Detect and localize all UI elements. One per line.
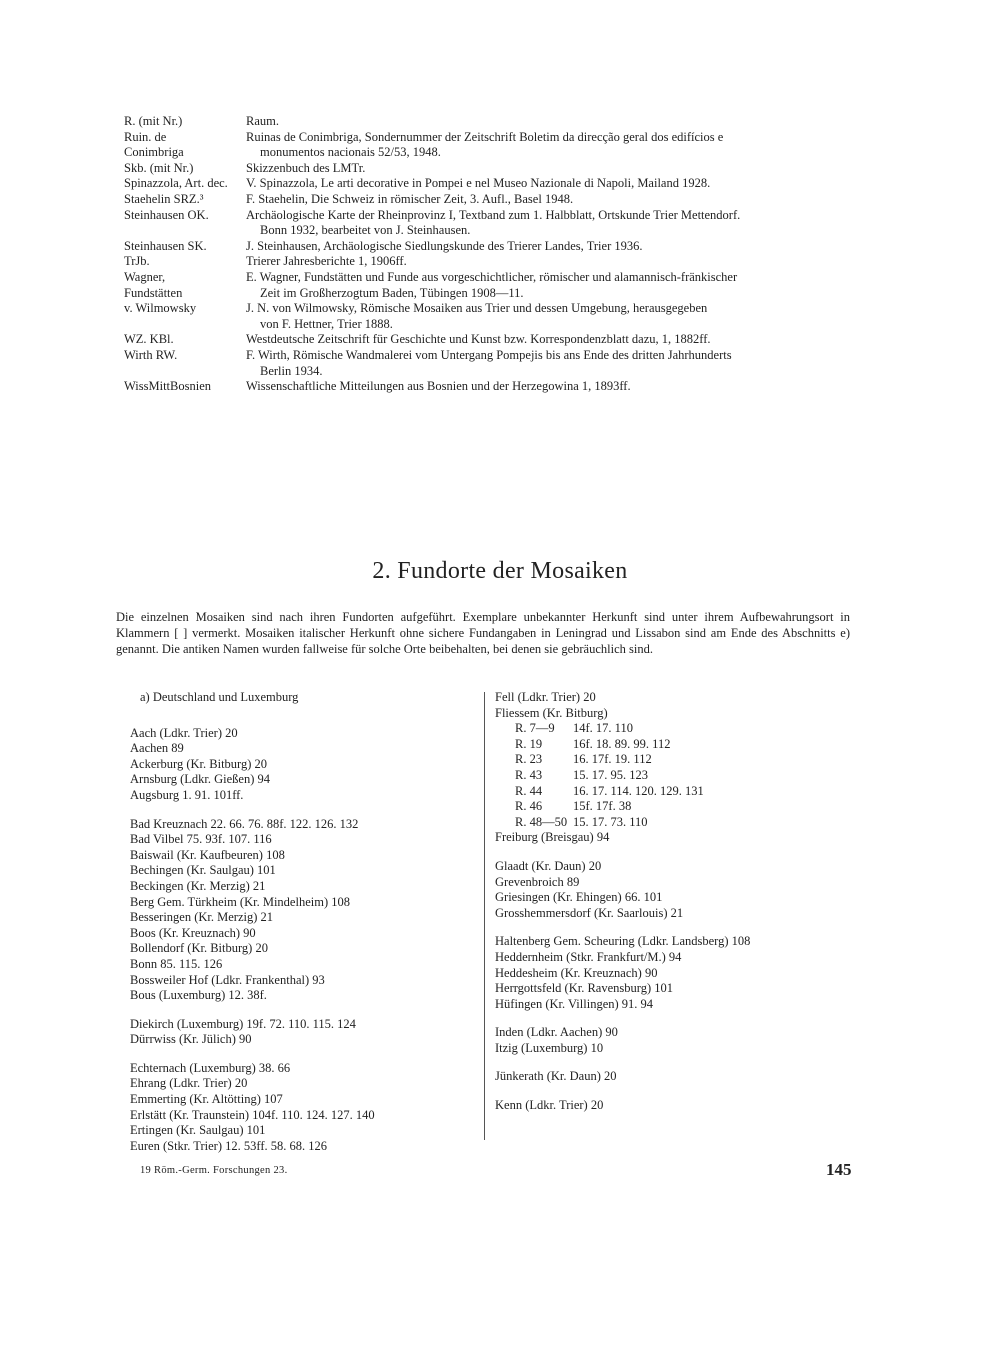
- abbreviation-line: Ruinas de Conimbriga, Sondernummer der Zeitschrift Boletim da direcção geral dos edifícios e: [246, 129, 724, 144]
- list-item: Haltenberg Gem. Scheuring (Ldkr. Landsberg) 108: [495, 934, 751, 949]
- room-number: R. 7—9: [515, 721, 555, 736]
- room-row: [495, 799, 855, 815]
- abbreviation-row: [124, 114, 854, 130]
- abbreviation-row: [124, 239, 854, 255]
- abbreviation-line: F. Staehelin, Die Schweiz in römischer Zeit, 3. Aufl., Basel 1948.: [246, 191, 574, 206]
- left-column: [130, 690, 475, 1167]
- place-group: [495, 1025, 855, 1056]
- room-refs: 15. 17. 73. 110: [573, 814, 648, 829]
- list-item: Bous (Luxemburg) 12. 38f.: [130, 988, 267, 1003]
- abbreviation-key: Spinazzola, Art. dec.: [124, 176, 228, 191]
- abbreviation-row: [124, 176, 854, 192]
- room-row: [495, 815, 855, 831]
- abbreviation-value: [246, 130, 854, 161]
- list-item: Herrgottsfeld (Kr. Ravensburg) 101: [495, 981, 673, 996]
- abbreviation-row: [124, 301, 854, 332]
- place-group: [495, 1069, 855, 1085]
- list-item: Arnsburg (Ldkr. Gießen) 94: [130, 772, 271, 787]
- right-column: [495, 690, 855, 1127]
- room-row: [495, 784, 855, 800]
- list-item: Euren (Stkr. Trier) 12. 53ff. 58. 68. 126: [130, 1138, 327, 1153]
- list-item: Bonn 85. 115. 126: [130, 956, 223, 971]
- room-refs: 15f. 17f. 38: [573, 799, 632, 814]
- place-group: [130, 817, 475, 1004]
- room-refs: 14f. 17. 110: [573, 721, 633, 736]
- list-item: Bollendorf (Kr. Bitburg) 20: [130, 941, 268, 956]
- group-f: [495, 690, 855, 846]
- abbreviation-line: Wissenschaftliche Mitteilungen aus Bosnien und der Herzegowina 1, 1893ff.: [246, 379, 631, 394]
- page-number: 145: [826, 1160, 852, 1179]
- abbreviation-key: Staehelin SRZ.³: [124, 191, 204, 206]
- list-item: Ehrang (Ldkr. Trier) 20: [130, 1076, 248, 1091]
- place-group: [495, 1098, 855, 1114]
- room-refs: 16. 17. 114. 120. 129. 131: [573, 783, 704, 798]
- list-item: Hüfingen (Kr. Villingen) 91. 94: [495, 996, 654, 1011]
- list-item: Baiswail (Kr. Kaufbeuren) 108: [130, 847, 285, 862]
- abbreviation-line: Berlin 1934.: [260, 363, 323, 378]
- abbreviation-value: [246, 239, 854, 255]
- room-row: [495, 737, 855, 753]
- abbreviation-line: Skizzenbuch des LMTr.: [246, 160, 366, 175]
- intro-paragraph: Die einzelnen Mosaiken sind nach ihren Fundorten aufgeführt. Exemplare unbekannter Herkunft sind unter ihrem Aufbewahrungsort in Klammern [ ] vermerkt. Mosaiken italischer Herkunft ohne sichere Fundangaben in Leningrad und Lissabon sind am Ende des Abschnitts e) genannt. Die antiken Namen wurden fallweise für solche Orte beibehalten, bei denen sie gebräuchlich sind.: [116, 610, 850, 656]
- abbreviation-row: [124, 161, 854, 177]
- room-refs: 16f. 18. 89. 99. 112: [573, 736, 671, 751]
- list-item: Emmerting (Kr. Altötting) 107: [130, 1092, 283, 1107]
- abbreviation-value: [246, 161, 854, 177]
- list-item: Itzig (Luxemburg) 10: [495, 1040, 604, 1055]
- list-item: Aach (Ldkr. Trier) 20: [130, 725, 238, 740]
- abbreviation-line: Trierer Jahresberichte 1, 1906ff.: [246, 254, 407, 269]
- abbreviation-key: Steinhausen OK.: [124, 207, 209, 222]
- room-refs: 15. 17. 95. 123: [573, 767, 648, 782]
- right-groups: [495, 859, 855, 1114]
- list-item: Dürrwiss (Kr. Jülich) 90: [130, 1032, 252, 1047]
- abbreviation-value: [246, 301, 854, 332]
- room-row: [495, 721, 855, 737]
- abbreviation-value: [246, 192, 854, 208]
- list-item: Bechingen (Kr. Saulgau) 101: [130, 863, 276, 878]
- abbreviation-key: Steinhausen SK.: [124, 238, 207, 253]
- abbreviation-value: [246, 332, 854, 348]
- abbreviation-list: [124, 114, 854, 395]
- list-item: Besseringen (Kr. Merzig) 21: [130, 910, 274, 925]
- list-item: Boos (Kr. Kreuznach) 90: [130, 925, 256, 940]
- list-item: Inden (Ldkr. Aachen) 90: [495, 1025, 618, 1040]
- list-item: Berg Gem. Türkheim (Kr. Mindelheim) 108: [130, 894, 350, 909]
- list-item: Erlstätt (Kr. Traunstein) 104f. 110. 124. 127. 140: [130, 1107, 375, 1122]
- place-group: [495, 859, 855, 921]
- abbreviation-key: Wirth RW.: [124, 347, 178, 362]
- list-item: Bad Vilbel 75. 93f. 107. 116: [130, 832, 272, 847]
- abbreviation-row: [124, 379, 854, 395]
- list-item: Ertingen (Kr. Saulgau) 101: [130, 1123, 266, 1138]
- room-number: R. 44: [515, 783, 543, 798]
- footer-signature: 19 Röm.-Germ. Forschungen 23.: [140, 1165, 288, 1176]
- list-item: Glaadt (Kr. Daun) 20: [495, 858, 602, 873]
- abbreviation-key: Ruin. de Conimbriga: [124, 129, 184, 160]
- abbreviation-row: [124, 348, 854, 379]
- abbreviation-row: [124, 270, 854, 301]
- list-item: Diekirch (Luxemburg) 19f. 72. 110. 115. 124: [130, 1016, 356, 1031]
- list-item: Heddernheim (Stkr. Frankfurt/M.) 94: [495, 949, 682, 964]
- abbreviation-value: [246, 348, 854, 379]
- list-item: Aachen 89: [130, 741, 184, 756]
- list-item: Grevenbroich 89: [495, 874, 580, 889]
- abbreviation-value: [246, 254, 854, 270]
- room-number: R. 46: [515, 799, 543, 814]
- abbreviation-row: [124, 332, 854, 348]
- abbreviation-key: Wagner, Fundstätten: [124, 269, 183, 300]
- subheading: a) Deutschland und Luxemburg: [140, 690, 299, 704]
- abbreviation-key: R. (mit Nr.): [124, 114, 183, 128]
- abbreviation-line: von F. Hettner, Trier 1888.: [260, 316, 393, 331]
- abbreviation-value: [246, 379, 854, 395]
- room-number: R. 23: [515, 752, 543, 767]
- list-item: Echternach (Luxemburg) 38. 66: [130, 1060, 291, 1075]
- list-item: Jünkerath (Kr. Daun) 20: [495, 1069, 617, 1084]
- abbreviation-line: Archäologische Karte der Rheinprovinz I, Textband zum 1. Halbblatt, Ortskunde Trier Mettendorf.: [246, 207, 741, 222]
- room-number: R. 19: [515, 736, 543, 751]
- abbreviation-line: Raum.: [246, 114, 279, 128]
- abbreviation-value: [246, 270, 854, 301]
- abbreviation-line: monumentos nacionais 52/53, 1948.: [260, 145, 441, 160]
- abbreviation-key: WissMittBosnien: [124, 379, 212, 394]
- abbreviation-value: [246, 176, 854, 192]
- abbreviation-row: [124, 208, 854, 239]
- abbreviation-row: [124, 130, 854, 161]
- abbreviation-line: J. N. von Wilmowsky, Römische Mosaiken aus Trier und dessen Umgebung, herausgegeben: [246, 301, 708, 316]
- list-item: Bossweiler Hof (Ldkr. Frankenthal) 93: [130, 972, 325, 987]
- fliessem-rooms: [495, 721, 855, 830]
- place-group: [495, 934, 855, 1012]
- abbreviation-row: [124, 254, 854, 270]
- list-item: Beckingen (Kr. Merzig) 21: [130, 878, 266, 893]
- abbreviation-value: [246, 114, 854, 130]
- list-item: Fliessem (Kr. Bitburg): [495, 705, 608, 720]
- abbreviation-line: J. Steinhausen, Archäologische Siedlungskunde des Trierer Landes, Trier 1936.: [246, 238, 643, 253]
- left-groups: [130, 726, 475, 1155]
- abbreviation-key: Skb. (mit Nr.): [124, 160, 194, 175]
- place-group: [130, 1017, 475, 1048]
- abbreviation-key: TrJb.: [124, 254, 150, 269]
- abbreviation-line: F. Wirth, Römische Wandmalerei vom Untergang Pompejis bis ans Ende des dritten Jahrhunderts: [246, 347, 732, 362]
- room-number: R. 43: [515, 767, 543, 782]
- room-number: R. 48—50: [515, 814, 568, 829]
- abbreviation-line: Westdeutsche Zeitschrift für Geschichte und Kunst bzw. Korrespondenzblatt dazu, 1, 1882ff.: [246, 332, 711, 347]
- abbreviation-key: v. Wilmowsky: [124, 301, 197, 316]
- abbreviation-line: Zeit im Großherzogtum Baden, Tübingen 1908—11.: [260, 285, 524, 300]
- place-group: [130, 1061, 475, 1155]
- room-row: [495, 768, 855, 784]
- list-item: Grosshemmersdorf (Kr. Saarlouis) 21: [495, 905, 684, 920]
- list-item: Augsburg 1. 91. 101ff.: [130, 787, 244, 802]
- column-divider: [484, 692, 485, 1140]
- room-refs: 16. 17f. 19. 112: [573, 752, 652, 767]
- abbreviation-line: V. Spinazzola, Le arti decorative in Pompei e nel Museo Nazionale di Napoli, Mailand 1928.: [246, 176, 711, 191]
- list-item: Fell (Ldkr. Trier) 20: [495, 690, 596, 704]
- abbreviation-line: Bonn 1932, bearbeitet von J. Steinhausen.: [260, 223, 471, 238]
- list-item: Freiburg (Breisgau) 94: [495, 830, 610, 845]
- list-item: Griesingen (Kr. Ehingen) 66. 101: [495, 890, 663, 905]
- abbreviation-key: WZ. KBl.: [124, 332, 174, 347]
- list-item: Bad Kreuznach 22. 66. 76. 88f. 122. 126. 132: [130, 816, 359, 831]
- room-row: [495, 752, 855, 768]
- section-title: 2. Fundorte der Mosaiken: [372, 558, 628, 584]
- list-item: Heddesheim (Kr. Kreuznach) 90: [495, 965, 658, 980]
- place-group: [130, 726, 475, 804]
- abbreviation-row: [124, 192, 854, 208]
- list-item: Ackerburg (Kr. Bitburg) 20: [130, 756, 268, 771]
- abbreviation-value: [246, 208, 854, 239]
- abbreviation-line: E. Wagner, Fundstätten und Funde aus vorgeschichtlicher, römischer und alamannisch-fränkischer: [246, 269, 738, 284]
- list-item: Kenn (Ldkr. Trier) 20: [495, 1098, 604, 1113]
